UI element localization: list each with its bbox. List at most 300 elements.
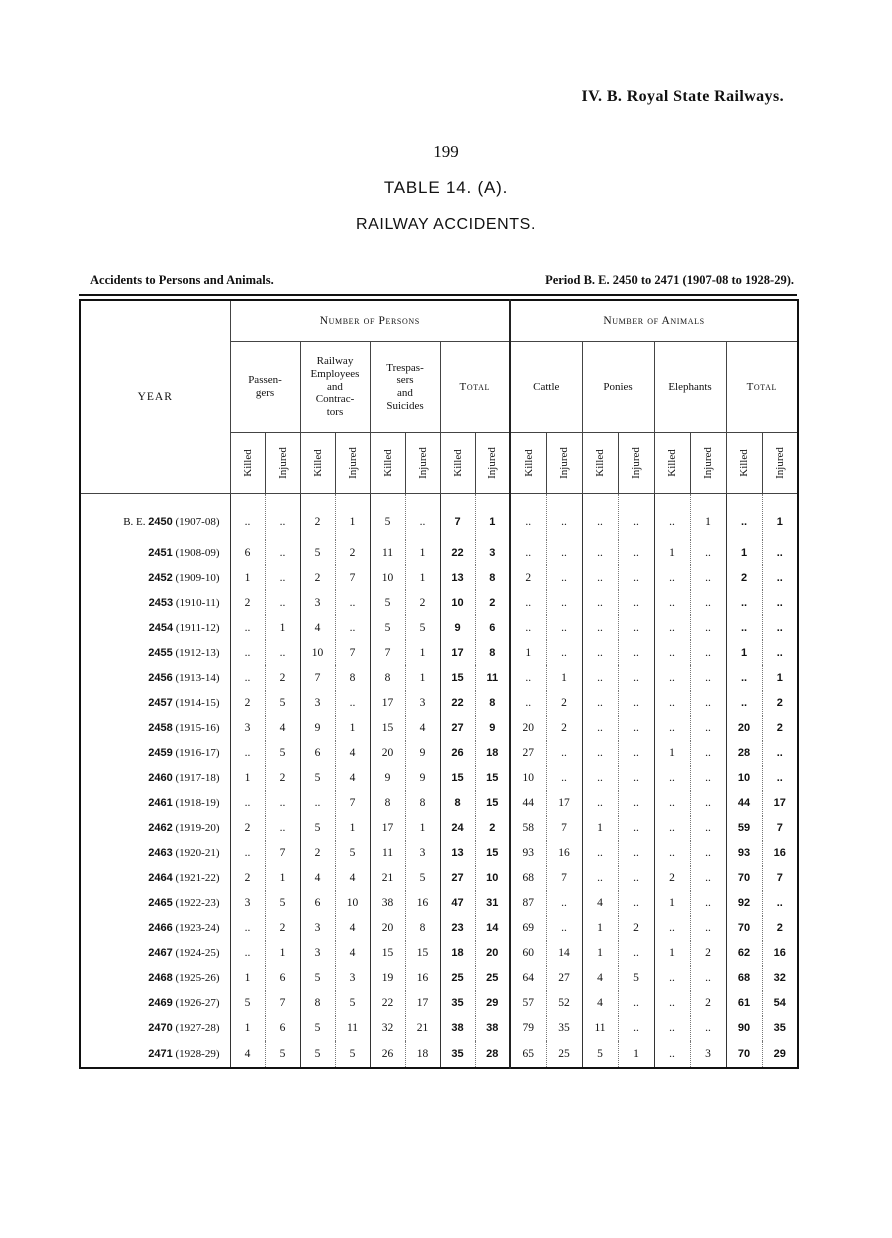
value-cell: 8 <box>405 791 440 816</box>
value-cell: 4 <box>300 866 335 891</box>
value-cell: .. <box>654 590 690 615</box>
value-cell: .. <box>510 615 546 640</box>
year-cell <box>80 741 230 766</box>
table-row <box>80 540 798 565</box>
value-cell: 10 <box>300 640 335 665</box>
value-cell: 1 <box>230 966 265 991</box>
value-cell: .. <box>546 741 582 766</box>
trespassers-header: Trespas- sers and Suicides <box>370 342 440 433</box>
value-cell: 1 <box>654 891 690 916</box>
value-cell: .. <box>690 540 726 565</box>
value-cell: 57 <box>510 991 546 1016</box>
value-cell: .. <box>582 791 618 816</box>
value-cell: 7 <box>762 866 798 891</box>
table-row <box>80 891 798 916</box>
value-cell: 7 <box>546 866 582 891</box>
value-cell: 18 <box>440 941 475 966</box>
value-cell: 4 <box>335 941 370 966</box>
value-cell: 2 <box>265 766 300 791</box>
value-cell: .. <box>618 665 654 690</box>
value-cell: 5 <box>265 691 300 716</box>
value-cell: .. <box>265 791 300 816</box>
persons-total-header: Total <box>440 342 510 433</box>
running-title: IV. B. Royal State Railways. <box>581 88 784 105</box>
value-cell: 14 <box>546 941 582 966</box>
value-cell: 2 <box>762 691 798 716</box>
value-cell: 62 <box>726 941 762 966</box>
value-cell: .. <box>618 866 654 891</box>
value-cell: 2 <box>546 691 582 716</box>
year-period: (1927-28) <box>175 1022 220 1035</box>
value-cell: .. <box>335 590 370 615</box>
year-period: (1909-10) <box>175 571 220 584</box>
value-cell: 10 <box>475 866 510 891</box>
value-cell: .. <box>230 841 265 866</box>
value-cell: .. <box>690 741 726 766</box>
value-cell: 58 <box>510 816 546 841</box>
year-period: (1919-20) <box>175 822 220 835</box>
value-cell: .. <box>654 991 690 1016</box>
injured-column-header <box>618 433 654 494</box>
table-subtitle: RAILWAY ACCIDENTS. <box>355 216 537 233</box>
value-cell: 11 <box>475 665 510 690</box>
value-cell: 20 <box>475 941 510 966</box>
year-period: (1917-18) <box>175 772 220 785</box>
value-cell: 4 <box>265 716 300 741</box>
value-cell: 8 <box>440 791 475 816</box>
value-cell: 16 <box>405 966 440 991</box>
value-cell: 31 <box>475 891 510 916</box>
caption-right: Period B. E. 2450 to 2471 (1907-08 to 1928-29). <box>545 273 794 287</box>
value-cell: .. <box>405 494 440 541</box>
value-cell: .. <box>546 540 582 565</box>
value-cell: 7 <box>265 991 300 1016</box>
value-cell: 15 <box>370 941 405 966</box>
value-cell: .. <box>582 540 618 565</box>
year-cell <box>80 665 230 690</box>
value-cell: 15 <box>475 791 510 816</box>
value-cell: 2 <box>265 916 300 941</box>
value-cell: 1 <box>618 1041 654 1068</box>
value-cell: 1 <box>405 540 440 565</box>
value-cell: .. <box>762 891 798 916</box>
accidents-table <box>79 299 799 1069</box>
value-cell: .. <box>618 941 654 966</box>
value-cell: .. <box>618 766 654 791</box>
value-cell: 35 <box>440 991 475 1016</box>
value-cell: .. <box>582 866 618 891</box>
persons-group-header: Number of Persons <box>230 300 510 342</box>
year-number: 2455 <box>148 646 173 659</box>
value-cell: .. <box>582 665 618 690</box>
value-cell: 38 <box>370 891 405 916</box>
value-cell: 65 <box>510 1041 546 1068</box>
value-cell: 7 <box>335 565 370 590</box>
value-cell: 93 <box>726 841 762 866</box>
value-cell: 1 <box>654 941 690 966</box>
value-cell: 23 <box>440 916 475 941</box>
year-period: (1908-09) <box>175 546 220 559</box>
injured-label: Injured <box>630 447 643 479</box>
value-cell: 1 <box>762 494 798 541</box>
value-cell: 38 <box>440 1016 475 1041</box>
value-cell: .. <box>690 966 726 991</box>
value-cell: 7 <box>370 640 405 665</box>
value-cell: .. <box>546 494 582 541</box>
year-cell <box>80 540 230 565</box>
value-cell: 27 <box>440 866 475 891</box>
value-cell: 2 <box>546 716 582 741</box>
value-cell: 1 <box>335 494 370 541</box>
value-cell: .. <box>690 916 726 941</box>
value-cell: 8 <box>405 916 440 941</box>
year-cell <box>80 565 230 590</box>
year-period: (1914-15) <box>175 697 220 709</box>
value-cell: .. <box>654 916 690 941</box>
value-cell: 22 <box>440 540 475 565</box>
value-cell: .. <box>654 1041 690 1068</box>
value-cell: .. <box>230 941 265 966</box>
value-cell: 1 <box>582 816 618 841</box>
value-cell: .. <box>546 916 582 941</box>
killed-column-header <box>726 433 762 494</box>
value-cell: .. <box>654 1016 690 1041</box>
value-cell: .. <box>690 716 726 741</box>
table-row <box>80 866 798 891</box>
value-cell: 59 <box>726 816 762 841</box>
value-cell: 3 <box>300 916 335 941</box>
year-number: 2452 <box>148 571 173 584</box>
value-cell: 6 <box>475 615 510 640</box>
value-cell: 61 <box>726 991 762 1016</box>
year-cell <box>80 716 230 741</box>
value-cell: 18 <box>405 1041 440 1068</box>
value-cell: 5 <box>300 1016 335 1041</box>
value-cell: 7 <box>335 640 370 665</box>
value-cell: 27 <box>510 741 546 766</box>
value-cell: .. <box>690 816 726 841</box>
value-cell: 24 <box>440 816 475 841</box>
caption-left: Accidents to Persons and Animals. <box>90 273 274 287</box>
value-cell: 9 <box>300 716 335 741</box>
value-cell: .. <box>582 766 618 791</box>
value-cell: 5 <box>618 966 654 991</box>
value-cell: 1 <box>654 741 690 766</box>
value-cell: 4 <box>335 916 370 941</box>
injured-label: Injured <box>416 447 429 479</box>
value-cell: .. <box>618 741 654 766</box>
value-cell: 4 <box>582 991 618 1016</box>
value-cell: 8 <box>370 665 405 690</box>
year-cell <box>80 891 230 916</box>
year-cell <box>80 615 230 640</box>
killed-column-header <box>440 433 475 494</box>
value-cell: .. <box>726 590 762 615</box>
table-row <box>80 991 798 1016</box>
value-cell: 10 <box>370 565 405 590</box>
value-cell: .. <box>690 640 726 665</box>
value-cell: .. <box>582 841 618 866</box>
year-period: (1921-22) <box>175 872 220 885</box>
year-cell <box>80 494 230 541</box>
value-cell: .. <box>762 615 798 640</box>
value-cell: 8 <box>335 665 370 690</box>
value-cell: 5 <box>300 966 335 991</box>
value-cell: 13 <box>440 565 475 590</box>
value-cell: .. <box>230 615 265 640</box>
value-cell: .. <box>690 665 726 690</box>
value-cell: 8 <box>475 565 510 590</box>
value-cell: 70 <box>726 1041 762 1068</box>
value-cell: 93 <box>510 841 546 866</box>
value-cell: 3 <box>300 941 335 966</box>
value-cell: 9 <box>405 741 440 766</box>
year-cell <box>80 966 230 991</box>
value-cell: 7 <box>335 791 370 816</box>
value-cell: .. <box>690 891 726 916</box>
value-cell: .. <box>762 540 798 565</box>
value-cell: 9 <box>370 766 405 791</box>
value-cell: 1 <box>265 866 300 891</box>
value-cell: 2 <box>230 691 265 716</box>
value-cell: 20 <box>370 741 405 766</box>
value-cell: .. <box>654 966 690 991</box>
value-cell: 79 <box>510 1016 546 1041</box>
year-cell <box>80 691 230 716</box>
value-cell: .. <box>618 816 654 841</box>
value-cell: .. <box>618 841 654 866</box>
injured-label: Injured <box>486 447 499 479</box>
value-cell: 7 <box>440 494 475 541</box>
value-cell: .. <box>690 691 726 716</box>
value-cell: 14 <box>475 916 510 941</box>
value-cell: .. <box>582 615 618 640</box>
killed-label: Killed <box>381 449 394 477</box>
table-row <box>80 941 798 966</box>
value-cell: .. <box>582 691 618 716</box>
injured-column-header <box>762 433 798 494</box>
value-cell: .. <box>690 1016 726 1041</box>
value-cell: .. <box>654 565 690 590</box>
value-cell: 64 <box>510 966 546 991</box>
table-row <box>80 916 798 941</box>
value-cell: .. <box>654 766 690 791</box>
value-cell: 5 <box>405 866 440 891</box>
value-cell: 2 <box>300 841 335 866</box>
table-row <box>80 841 798 866</box>
value-cell: 20 <box>726 716 762 741</box>
killed-column-header <box>582 433 618 494</box>
value-cell: .. <box>618 540 654 565</box>
year-number: 2456 <box>148 671 173 684</box>
year-number: 2460 <box>148 772 173 785</box>
value-cell: 5 <box>335 991 370 1016</box>
injured-label: Injured <box>276 447 289 479</box>
value-cell: 8 <box>300 991 335 1016</box>
killed-label: Killed <box>594 449 607 477</box>
value-cell: 5 <box>370 494 405 541</box>
value-cell: .. <box>654 615 690 640</box>
value-cell: .. <box>582 590 618 615</box>
value-cell: 3 <box>405 691 440 716</box>
value-cell: 7 <box>300 665 335 690</box>
year-number: 2464 <box>148 872 173 885</box>
value-cell: 21 <box>405 1016 440 1041</box>
table-row <box>80 1016 798 1041</box>
value-cell: 3 <box>300 590 335 615</box>
value-cell: 11 <box>370 540 405 565</box>
value-cell: 35 <box>440 1041 475 1068</box>
value-cell: 1 <box>230 565 265 590</box>
year-cell <box>80 991 230 1016</box>
value-cell: 20 <box>370 916 405 941</box>
value-cell: .. <box>265 590 300 615</box>
value-cell: 5 <box>300 540 335 565</box>
year-number: 2470 <box>148 1022 173 1035</box>
table-title: TABLE 14. (A). <box>383 178 509 197</box>
value-cell: 5 <box>265 1041 300 1068</box>
value-cell: .. <box>335 691 370 716</box>
value-cell: .. <box>582 741 618 766</box>
value-cell: 3 <box>230 891 265 916</box>
year-number: 2453 <box>148 596 174 609</box>
value-cell: .. <box>654 816 690 841</box>
value-cell: .. <box>618 691 654 716</box>
value-cell: 1 <box>265 615 300 640</box>
value-cell: 25 <box>546 1041 582 1068</box>
value-cell: .. <box>230 665 265 690</box>
value-cell: 6 <box>300 741 335 766</box>
value-cell: 2 <box>475 590 510 615</box>
value-cell: 5 <box>265 891 300 916</box>
value-cell: 1 <box>690 494 726 541</box>
year-period: (1922-23) <box>175 897 220 910</box>
injured-column-header <box>405 433 440 494</box>
value-cell: .. <box>335 615 370 640</box>
value-cell: 1 <box>510 640 546 665</box>
year-cell <box>80 590 230 615</box>
value-cell: 25 <box>440 966 475 991</box>
year-period: (1923-24) <box>175 922 220 935</box>
value-cell: 2 <box>690 991 726 1016</box>
year-number: 2457 <box>148 697 173 709</box>
value-cell: .. <box>690 565 726 590</box>
value-cell: .. <box>230 494 265 541</box>
injured-label: Injured <box>702 447 715 479</box>
value-cell: 2 <box>510 565 546 590</box>
table-row <box>80 766 798 791</box>
injured-column-header <box>265 433 300 494</box>
value-cell: 16 <box>546 841 582 866</box>
animals-group-header: Number of Animals <box>510 300 798 342</box>
value-cell: 1 <box>726 640 762 665</box>
value-cell: .. <box>654 841 690 866</box>
killed-column-header <box>370 433 405 494</box>
value-cell: 15 <box>440 766 475 791</box>
value-cell: .. <box>690 590 726 615</box>
value-cell: 6 <box>265 966 300 991</box>
table-row <box>80 816 798 841</box>
value-cell: .. <box>690 766 726 791</box>
value-cell: .. <box>546 891 582 916</box>
year-period: (1912-13) <box>175 646 220 659</box>
value-cell: .. <box>230 916 265 941</box>
page-number: 199 <box>433 142 459 161</box>
value-cell: 1 <box>654 540 690 565</box>
value-cell: 27 <box>440 716 475 741</box>
value-cell: 28 <box>475 1041 510 1068</box>
value-cell: 5 <box>405 615 440 640</box>
table-row <box>80 615 798 640</box>
value-cell: .. <box>726 615 762 640</box>
value-cell: 5 <box>265 741 300 766</box>
year-number: 2468 <box>148 972 173 985</box>
value-cell: .. <box>546 766 582 791</box>
value-cell: .. <box>618 991 654 1016</box>
year-period: (1928-29) <box>175 1047 220 1060</box>
value-cell: 15 <box>440 665 475 690</box>
value-cell: .. <box>762 590 798 615</box>
value-cell: 4 <box>230 1041 265 1068</box>
value-cell: 10 <box>510 766 546 791</box>
value-cell: 8 <box>370 791 405 816</box>
value-cell: 20 <box>510 716 546 741</box>
value-cell: 16 <box>762 941 798 966</box>
era-prefix: B. E. <box>123 516 146 529</box>
value-cell: 68 <box>726 966 762 991</box>
value-cell: 35 <box>762 1016 798 1041</box>
value-cell: 3 <box>690 1041 726 1068</box>
value-cell: .. <box>546 615 582 640</box>
value-cell: 1 <box>582 941 618 966</box>
year-period: (1907-08) <box>175 516 220 529</box>
value-cell: .. <box>618 565 654 590</box>
year-number: 2459 <box>148 747 173 760</box>
value-cell: 60 <box>510 941 546 966</box>
value-cell: 5 <box>300 816 335 841</box>
value-cell: 2 <box>300 494 335 541</box>
value-cell: .. <box>762 741 798 766</box>
value-cell: 10 <box>335 891 370 916</box>
year-period: (1916-17) <box>175 747 220 760</box>
value-cell: 8 <box>475 640 510 665</box>
value-cell: 1 <box>265 941 300 966</box>
year-number: 2467 <box>148 947 173 960</box>
year-cell <box>80 916 230 941</box>
value-cell: 1 <box>582 916 618 941</box>
value-cell: 1 <box>405 816 440 841</box>
value-cell: .. <box>618 615 654 640</box>
year-number: 2454 <box>148 621 174 634</box>
table-row <box>80 791 798 816</box>
value-cell: 5 <box>335 1041 370 1068</box>
year-number: 2451 <box>148 546 173 559</box>
employees-header: Railway Employees and Contrac- tors <box>300 342 370 433</box>
value-cell: 7 <box>762 816 798 841</box>
value-cell: .. <box>690 791 726 816</box>
value-cell: 5 <box>370 590 405 615</box>
injured-column-header <box>475 433 510 494</box>
year-period: (1926-27) <box>175 997 220 1010</box>
value-cell: 2 <box>690 941 726 966</box>
year-number: 2458 <box>148 722 173 735</box>
value-cell: 15 <box>370 716 405 741</box>
value-cell: 15 <box>475 766 510 791</box>
cattle-header: Cattle <box>510 342 582 433</box>
value-cell: 44 <box>510 791 546 816</box>
value-cell: .. <box>690 866 726 891</box>
value-cell: 15 <box>405 941 440 966</box>
